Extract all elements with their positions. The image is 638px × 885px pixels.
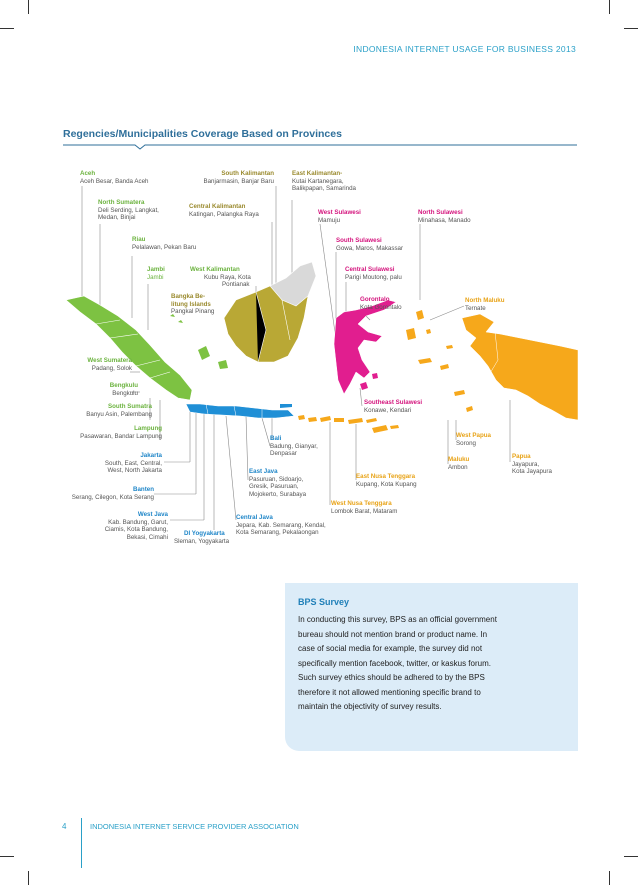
bps-line: bureau should not mention brand or product name. In — [298, 629, 488, 639]
maluku-islands — [406, 310, 473, 412]
bps-line: case of social media for example, the survey did not — [298, 644, 483, 653]
nusa-tenggara-islands — [308, 416, 399, 433]
label-aceh: Aceh Aceh Besar, Banda Aceh — [80, 170, 149, 185]
label-bengkulu: Bengkulu Bengkulu — [109, 382, 138, 397]
label-bali: Bali Badung, Gianyar, Denpasar — [270, 435, 318, 458]
bps-line: Such survey ethics should be adhered to by the BPS — [298, 673, 485, 682]
label-south-kalimantan: South Kalimantan Banjarmasin, Banjar Baru — [203, 170, 274, 185]
label-south-sulawesi: South Sulawesi Gowa, Maros, Makassar — [336, 237, 404, 252]
bps-survey-title: BPS Survey — [298, 597, 350, 607]
footer-divider — [81, 818, 82, 868]
belitung-island — [218, 360, 228, 369]
label-lampung: Lampung Pasawaran, Bandar Lampung — [80, 425, 162, 440]
label-west-papua: West Papua Sorong — [456, 432, 491, 447]
footer-text: INDONESIA INTERNET SERVICE PROVIDER ASSOCIATION — [90, 822, 299, 831]
bps-survey-box — [285, 583, 578, 751]
leader-line — [246, 416, 248, 480]
leader-line — [360, 388, 362, 406]
bps-line: maintain the objectivity of survey results. — [298, 702, 442, 711]
label-south-sumatra: South Sumatra Banyu Asin, Palembang — [86, 403, 152, 418]
leader-line — [320, 224, 336, 340]
label-riau: Riau Pelalawan, Pekan Baru — [132, 236, 197, 251]
java-island — [186, 404, 294, 418]
crop-mark — [0, 856, 14, 857]
label-east-kalimantan: East Kalimantan- Kutai Kartanegara, Balikpapan, Samarinda — [292, 170, 356, 193]
label-east-java: East Java Pasuruan, Sidoarjo, Gresik, Pasuruan, Mojokerto, Surabaya — [249, 468, 307, 498]
label-west-nusa-tenggara: West Nusa Tenggara Lombok Barat, Mataram — [331, 500, 398, 515]
label-central-java: Central Java Jepara, Kab. Semarang, Kendal, Kota Semarang, Pekalaongan — [236, 514, 326, 537]
label-north-sumatera: North Sumatera Deli Serding, Langkat, Medan, Binjai — [98, 199, 159, 222]
bps-line: In conducting this survey, BPS as an official government — [298, 615, 497, 624]
label-gorontalo: Gorontalo Kota Gorontalo — [360, 296, 402, 311]
header-title: INDONESIA INTERNET USAGE FOR BUSINESS 2013 — [353, 44, 576, 54]
leader-line — [226, 416, 236, 520]
label-central-sulawesi: Central Sulawesi Parigi Moutong, palu — [345, 266, 402, 281]
section-title: Regencies/Municipalities Coverage Based on Provinces — [63, 128, 342, 140]
sulawesi-island — [334, 300, 396, 394]
madura-island — [280, 404, 292, 408]
label-papua: Papua Jayapura, Kota Jayapura — [512, 453, 552, 476]
label-jambi: Jambi Jambi — [147, 266, 165, 281]
label-bangka-belitung: Bangka Be- litung Islands Pangkal Pinang — [171, 293, 215, 316]
label-central-kalimantan: Central Kalimantan Katingan, Palangka Raya — [189, 203, 259, 218]
bps-survey-body — [298, 613, 566, 715]
label-north-sulawesi: North Sulawesi Minahasa, Manado — [418, 209, 471, 224]
label-north-maluku: North Maluku Ternate — [465, 297, 505, 312]
label-east-nusa-tenggara: East Nusa Tenggara Kupang, Kota Kupang — [356, 473, 417, 488]
crop-mark — [28, 871, 29, 885]
label-maluku: Maluku Ambon — [448, 456, 470, 471]
papua-island — [462, 314, 578, 420]
label-southeast-sulawesi: Southeast Sulawesi Konawe, Kendari — [364, 399, 423, 414]
label-west-sulawesi: West Sulawesi Mamuju — [318, 209, 361, 224]
crop-mark — [609, 871, 610, 885]
bali-island — [298, 415, 305, 420]
leader-line — [430, 306, 464, 320]
label-west-sumatera: West Sumatera Padang, Solok — [87, 357, 132, 372]
label-west-kalimantan: West Kalimantan Kubu Raya, Kota Pontianak — [190, 266, 251, 289]
crop-mark — [624, 856, 638, 857]
label-di-yogyakarta: DI Yogyakarta Sleman, Yogyakarta — [174, 530, 230, 545]
bps-line: therefore it not allowed mentioning specific brand to — [298, 687, 481, 697]
label-west-java: West Java Kab. Bandung, Garut, Ciamis, Kota Bandung, Bekasi, Cimahi — [104, 511, 168, 541]
bps-line: specifically mention facebook, twitter, or kaskus forum. — [298, 658, 491, 668]
label-banten: Banten Serang, Cilegon, Kota Serang — [71, 486, 154, 501]
bangka-island — [198, 346, 210, 360]
leader-line — [262, 418, 270, 446]
label-jakarta: Jakarta South, East, Central, West, North Jakarta — [104, 452, 162, 475]
page-number: 4 — [62, 822, 67, 831]
